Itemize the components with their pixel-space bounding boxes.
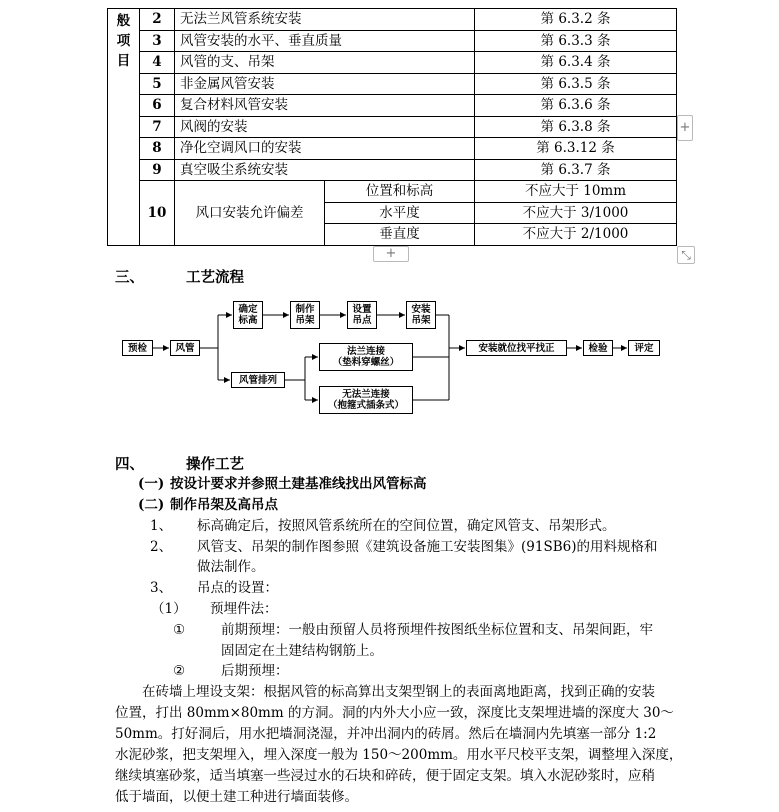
flow-evaluation: 评定 (628, 340, 660, 356)
flow-set-hang-point: 设置 吊点 (347, 301, 377, 329)
circle-1-line-2: 固固定在土建结构钢筋上。 (221, 643, 383, 659)
add-column-icon[interactable]: + (677, 115, 693, 141)
flow-duct-arrangement: 风管排列 (231, 372, 285, 388)
row-item: 风阀的安装 (175, 116, 475, 138)
row-number: 4 (140, 52, 175, 74)
row-reference: 第 6.3.5 条 (475, 73, 677, 95)
paragraph-line: 继续填塞砂浆，适当填塞一些浸过水的石块和碎砖，便于固定支架。填入水泥砂浆时，应稍 (115, 768, 655, 784)
sub-item-limit: 不应大于 2/1000 (475, 224, 677, 246)
flow-position-level: 安装就位找平找正 (466, 340, 567, 356)
flow-flange-connection: 法兰连接 （垫料穿螺丝） (319, 343, 413, 371)
flow-install-hanger: 安装 吊架 (406, 301, 436, 329)
flow-make-hanger: 制作 吊架 (290, 301, 320, 329)
row-reference: 第 6.3.4 条 (475, 52, 677, 74)
section-3-title: 工艺流程 (186, 270, 244, 286)
row-number: 9 (140, 159, 175, 181)
item-1-number: 1、 (150, 518, 173, 534)
paragraph-line: 位置，打出 80mm×80mm 的方洞。洞的内外大小应一致，深度比支架埋进墙的深度大 30～ (115, 705, 674, 721)
resize-table-icon[interactable]: ⤡ (677, 246, 695, 264)
subsection-1-text: 按设计要求并参照土建基准线找出风管标高 (170, 476, 427, 492)
item-2-line-2: 做法制作。 (197, 559, 265, 575)
row-reference: 第 6.3.7 条 (475, 159, 677, 181)
row-item: 非金属风管安装 (175, 73, 475, 95)
sub-item-limit: 不应大于 10mm (475, 181, 677, 203)
row-item: 风管的支、吊架 (175, 52, 475, 74)
row-item: 无法兰风管系统安装 (175, 9, 475, 31)
row-number: 5 (140, 73, 175, 95)
flow-determine-elevation: 确定 标高 (233, 301, 263, 329)
row-reference: 第 6.3.2 条 (475, 9, 677, 31)
section-4-title: 操作工艺 (186, 457, 244, 473)
subsection-2-number: (二) (138, 497, 165, 513)
circle-1-line-1: 前期预埋：一般由预留人员将预埋件按图纸坐标位置和支、吊架间距，牢 (221, 622, 653, 638)
row-number: 2 (140, 9, 175, 31)
paragraph-line: 50mm。打好洞后，用水把墙洞浇湿，并冲出洞内的砖屑。然后在墙洞内先填塞一部分 1:2 (115, 726, 657, 742)
circle-2-text: 后期预埋： (221, 663, 289, 679)
flow-flangeless-connection: 无法兰连接 （抱箍式插条式） (319, 386, 413, 414)
subsection-2-text: 制作吊架及高吊点 (170, 497, 278, 513)
row-number: 10 (140, 181, 175, 246)
paragraph-line: 水泥砂浆，把支架埋入，埋入深度一般为 150～200mm。用水平尺校平支架，调整埋入深度， (115, 747, 683, 763)
circle-1-number: ① (173, 622, 186, 638)
paragraph-line: 低于墙面，以便土建工种进行墙面装修。 (115, 789, 358, 805)
row-number: 6 (140, 95, 175, 117)
add-row-icon[interactable]: + (373, 246, 409, 262)
row-item: 风口安装允许偏差 (175, 181, 325, 246)
row-reference: 第 6.3.8 条 (475, 116, 677, 138)
paragraph-line: 在砖墙上埋设支架：根据风管的标高算出支架型钢上的表面离地距离，找到正确的安装 (142, 684, 655, 700)
subsection-1-number: (一) (138, 476, 165, 492)
sub-item-limit: 不应大于 3/1000 (475, 202, 677, 224)
row-reference: 第 6.3.6 条 (475, 95, 677, 117)
row-reference: 第 6.3.3 条 (475, 30, 677, 52)
section-4-number: 四、 (115, 457, 144, 473)
section-3-number: 三、 (115, 270, 144, 286)
item-1-text: 标高确定后，按照风管系统所在的空间位置，确定风管支、吊架形式。 (197, 518, 616, 534)
row-number: 8 (140, 138, 175, 160)
item-2-number: 2、 (150, 539, 173, 555)
item-3-1-text: 预埋件法： (210, 601, 278, 617)
flow-precheck: 预检 (122, 340, 153, 356)
circle-2-number: ② (173, 663, 186, 679)
item-3-1-number: （1） (151, 601, 187, 617)
row-item: 风管安装的水平、垂直质量 (175, 30, 475, 52)
sub-item-name: 水平度 (325, 202, 475, 224)
sub-item-name: 垂直度 (325, 224, 475, 246)
row-item: 复合材料风管安装 (175, 95, 475, 117)
row-number: 3 (140, 30, 175, 52)
row-number: 7 (140, 116, 175, 138)
row-item: 真空吸尘系统安装 (175, 159, 475, 181)
item-3-number: 3、 (150, 580, 173, 596)
flow-inspection: 检验 (583, 340, 613, 356)
row-item: 净化空调风口的安装 (175, 138, 475, 160)
general-items-label: 般 项 目 (108, 9, 140, 246)
sub-item-name: 位置和标高 (325, 181, 475, 203)
row-reference: 第 6.3.12 条 (475, 138, 677, 160)
item-3-text: 吊点的设置： (197, 580, 278, 596)
item-2-line-1: 风管支、吊架的制作图参照《建筑设备施工安装图集》(91SB6)的用料规格和 (197, 539, 658, 555)
flow-duct: 风管 (170, 340, 200, 356)
